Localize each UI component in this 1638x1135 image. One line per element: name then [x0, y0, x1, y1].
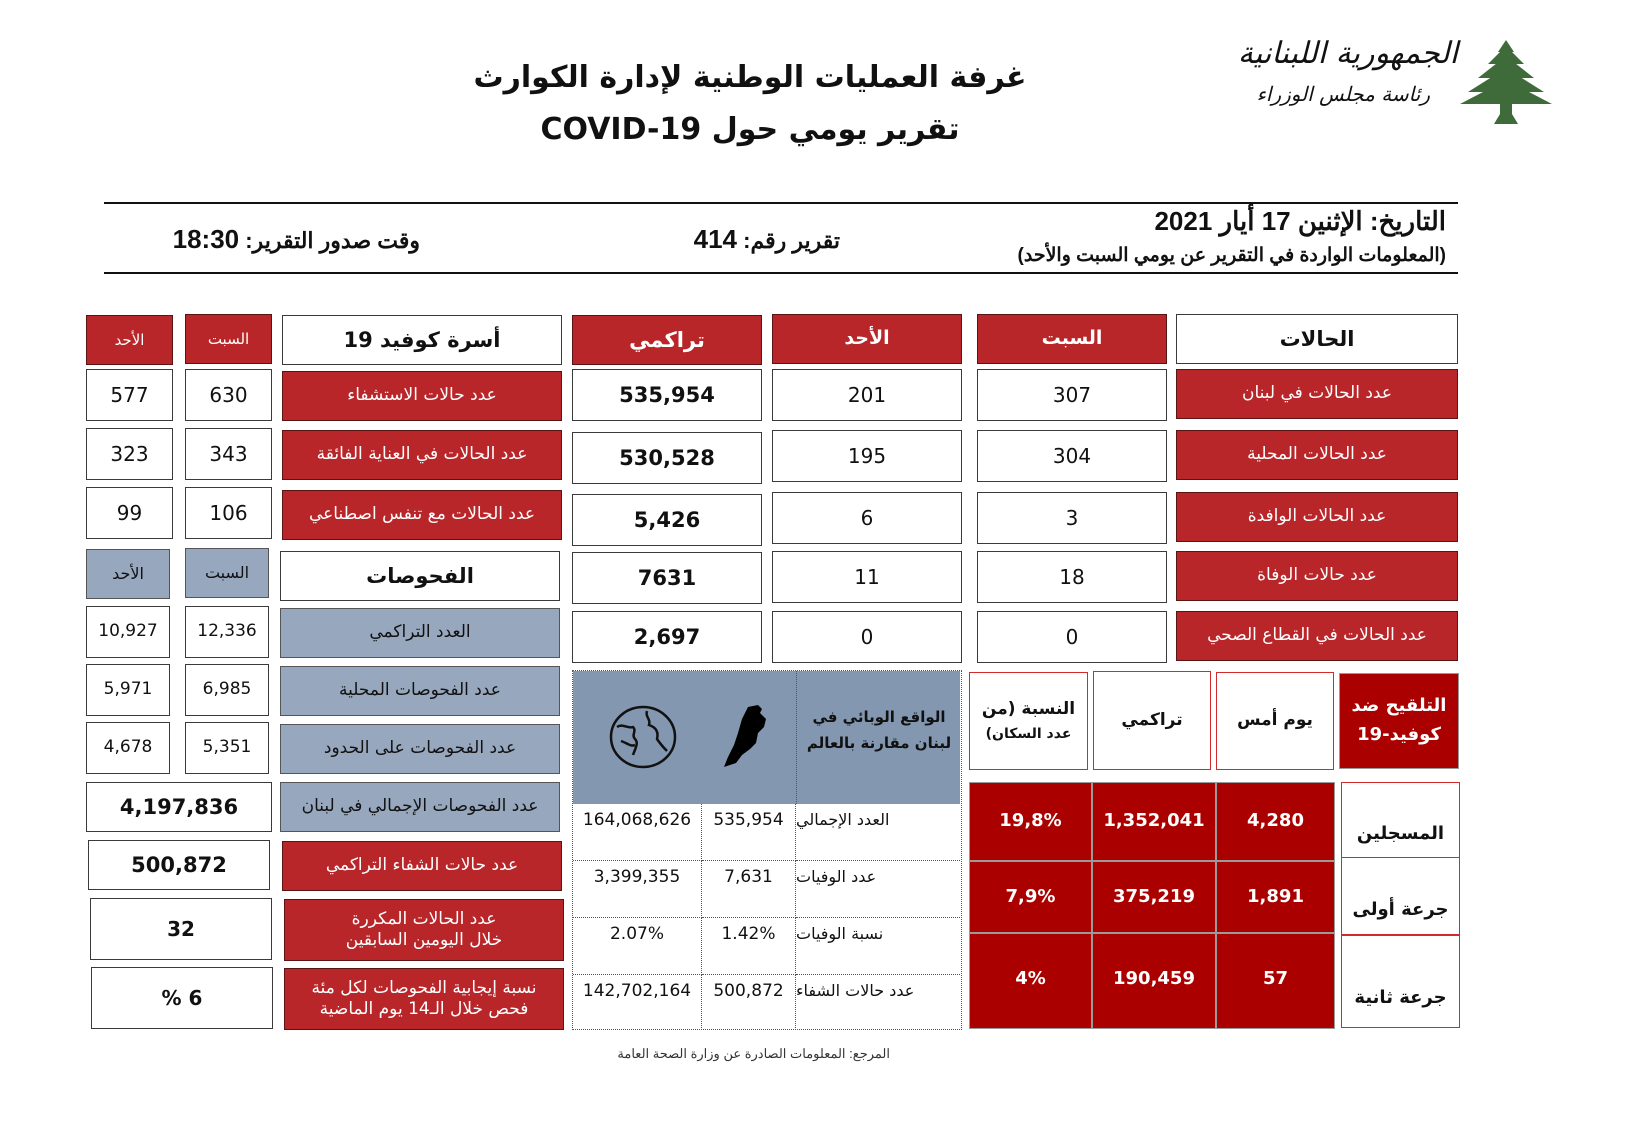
cases-row-cumulative: 7631: [572, 552, 762, 604]
vaccination-row-yesterday: 57: [1216, 933, 1335, 1029]
vaccination-header-ratio-line2: عدد السكان): [985, 726, 1072, 743]
comparison-title-line1: الواقع الوبائي في: [812, 708, 946, 726]
page-subtitle: تقرير يومي حول COVID-19: [540, 112, 960, 147]
tests-row-label: العدد التراكمي: [280, 608, 560, 658]
cases-header-sunday: الأحد: [772, 314, 962, 364]
vaccination-header-ratio: [969, 672, 1088, 770]
logo-title: الجمهورية اللبنانية: [1237, 36, 1458, 71]
globe-icon: [609, 705, 677, 769]
beds-row-sunday: 577: [86, 369, 173, 421]
recoveries-value: 500,872: [88, 840, 270, 890]
logo-subtitle: رئاسة مجلس الوزراء: [1256, 82, 1430, 106]
vaccination-title: [1339, 673, 1459, 769]
comparison-row-label: العدد الإجمالي: [796, 804, 960, 861]
cases-row-label: عدد الحالات في القطاع الصحي: [1176, 611, 1458, 661]
comparison-table: [572, 670, 962, 1030]
vaccination-row-ratio: 7,9%: [969, 861, 1092, 933]
beds-row-sunday: 323: [86, 428, 173, 480]
cases-row-label: عدد الحالات الوافدة: [1176, 492, 1458, 542]
vaccination-row-cumulative: 375,219: [1092, 861, 1216, 933]
report-date-note: (المعلومات الواردة في التقرير عن يومي السبت والأحد): [1017, 245, 1446, 266]
comparison-row-world: 142,702,164: [573, 975, 702, 1028]
cases-header-label: الحالات: [1176, 314, 1458, 364]
header-divider-bottom: [104, 272, 1458, 274]
tests-header-saturday: السبت: [185, 548, 269, 598]
beds-header-saturday: السبت: [185, 314, 272, 364]
tests-row-saturday: 12,336: [185, 606, 269, 658]
comparison-row-world: 2.07%: [573, 918, 702, 975]
positivity-rate-label-line1: نسبة إيجابية الفحوصات لكل مئة: [311, 977, 537, 998]
vaccination-row-yesterday: 1,891: [1216, 861, 1335, 933]
comparison-title-line2: لبنان مقارنة بالعالم: [806, 733, 952, 752]
report-date: التاريخ: الإثنين 17 أيار 2021: [1154, 206, 1446, 236]
tests-row-sunday: 5,971: [86, 664, 170, 716]
tests-row-saturday: 6,985: [185, 664, 269, 716]
tests-row-saturday: 5,351: [185, 722, 269, 774]
duplicate-cases-label: [284, 899, 564, 961]
cases-row-label: عدد حالات الوفاة: [1176, 551, 1458, 601]
tests-row-sunday: 4,678: [86, 722, 170, 774]
comparison-row-world: 164,068,626: [573, 804, 702, 861]
report-time-label: وقت صدور التقرير:: [245, 228, 420, 253]
vaccination-row-ratio: 4%: [969, 933, 1092, 1029]
cases-row-sunday: 0: [772, 611, 962, 663]
report-number-label: تقرير رقم:: [743, 228, 840, 253]
report-time: [110, 224, 420, 255]
tests-row-sunday: 10,927: [86, 606, 170, 658]
cases-row-cumulative: 5,426: [572, 494, 762, 546]
cases-header-cumulative: تراكمي: [572, 315, 762, 365]
vaccination-row-ratio: 19,8%: [969, 782, 1092, 861]
beds-row-sunday: 99: [86, 487, 173, 539]
comparison-row-label: عدد حالات الشفاء: [796, 981, 915, 1000]
positivity-rate-label: [284, 968, 564, 1030]
cases-row-label: عدد الحالات المحلية: [1176, 430, 1458, 480]
cases-row-cumulative: 2,697: [572, 611, 762, 663]
cases-row-cumulative: 535,954: [572, 369, 762, 421]
report-number: [600, 224, 840, 255]
source-footnote: المرجع: المعلومات الصادرة عن وزارة الصحة العامة: [617, 1046, 890, 1061]
tests-row-label: عدد الفحوصات على الحدود: [280, 724, 560, 774]
beds-row-saturday: 106: [185, 487, 272, 539]
cases-row-sunday: 11: [772, 551, 962, 603]
comparison-row-label: نسبة الوفيات: [796, 918, 960, 975]
comparison-row-label: عدد الوفيات: [796, 861, 960, 918]
cedar-logo-icon: [1458, 38, 1554, 126]
page-title: غرفة العمليات الوطنية لإدارة الكوارث: [473, 60, 1027, 95]
comparison-title: [799, 705, 959, 756]
report-time-value: 18:30: [172, 224, 240, 254]
cases-row-saturday: 3: [977, 492, 1167, 544]
tests-total-value: 4,197,836: [86, 782, 272, 832]
cases-row-cumulative: 530,528: [572, 432, 762, 484]
cases-row-saturday: 304: [977, 430, 1167, 482]
beds-row-saturday: 343: [185, 428, 272, 480]
tests-total-label: عدد الفحوصات الإجمالي في لبنان: [280, 782, 560, 832]
tests-header-label: الفحوصات: [280, 551, 560, 601]
cases-row-sunday: 195: [772, 430, 962, 482]
tests-header-sunday: الأحد: [86, 549, 170, 599]
cases-row-sunday: 201: [772, 369, 962, 421]
comparison-row-lebanon: 7,631: [702, 861, 796, 918]
vaccination-row-cumulative: 190,459: [1092, 933, 1216, 1029]
comparison-header-divider: [796, 671, 797, 804]
recoveries-label: عدد حالات الشفاء التراكمي: [282, 841, 562, 891]
vaccination-row-label: جرعة ثانية: [1341, 935, 1460, 1028]
report-number-value: 414: [693, 224, 737, 254]
cases-row-saturday: 0: [977, 611, 1167, 663]
header-divider-top: [104, 202, 1458, 204]
beds-row-label: عدد حالات الاستشفاء: [282, 371, 562, 421]
vaccination-row-yesterday: 4,280: [1216, 782, 1335, 861]
cases-row-label: عدد الحالات في لبنان: [1176, 369, 1458, 419]
comparison-row-lebanon: 535,954: [702, 804, 796, 861]
vaccination-header-ratio-line1: النسبة (من: [981, 699, 1076, 720]
comparison-row-lebanon: 500,872: [702, 975, 796, 1028]
vaccination-row-label: جرعة أولى: [1341, 857, 1460, 935]
cases-row-saturday: 18: [977, 551, 1167, 603]
positivity-rate-label-line2: فحص خلال الـ14 يوم الماضية: [319, 999, 529, 1019]
cases-row-sunday: 6: [772, 492, 962, 544]
comparison-row-lebanon: 1.42%: [702, 918, 796, 975]
vaccination-title-line2: كوفيد-19: [1357, 724, 1441, 745]
beds-header-sunday: الأحد: [86, 315, 173, 365]
lebanon-map-icon: [718, 703, 778, 769]
vaccination-header-yesterday: يوم أمس: [1216, 672, 1334, 770]
beds-row-label: عدد الحالات في العناية الفائقة: [282, 430, 562, 480]
beds-row-saturday: 630: [185, 369, 272, 421]
vaccination-header-cumulative: تراكمي: [1093, 671, 1211, 770]
cases-header-saturday: السبت: [977, 314, 1167, 364]
beds-row-label: عدد الحالات مع تنفس اصطناعي: [282, 490, 562, 540]
duplicate-cases-label-line1: عدد الحالات المكررة: [351, 908, 497, 929]
tests-row-label: عدد الفحوصات المحلية: [280, 666, 560, 716]
duplicate-cases-label-line2: خلال اليومين السابقين: [345, 930, 503, 950]
duplicate-cases-value: 32: [90, 898, 272, 960]
positivity-rate-value: % 6: [91, 967, 273, 1029]
beds-header-label: أسرة كوفيد 19: [282, 315, 562, 365]
comparison-row-world: 3,399,355: [573, 861, 702, 918]
cases-row-saturday: 307: [977, 369, 1167, 421]
vaccination-title-line1: التلقيح ضد: [1351, 695, 1447, 717]
vaccination-row-cumulative: 1,352,041: [1092, 782, 1216, 861]
vaccination-row-label: المسجلين: [1341, 782, 1460, 859]
